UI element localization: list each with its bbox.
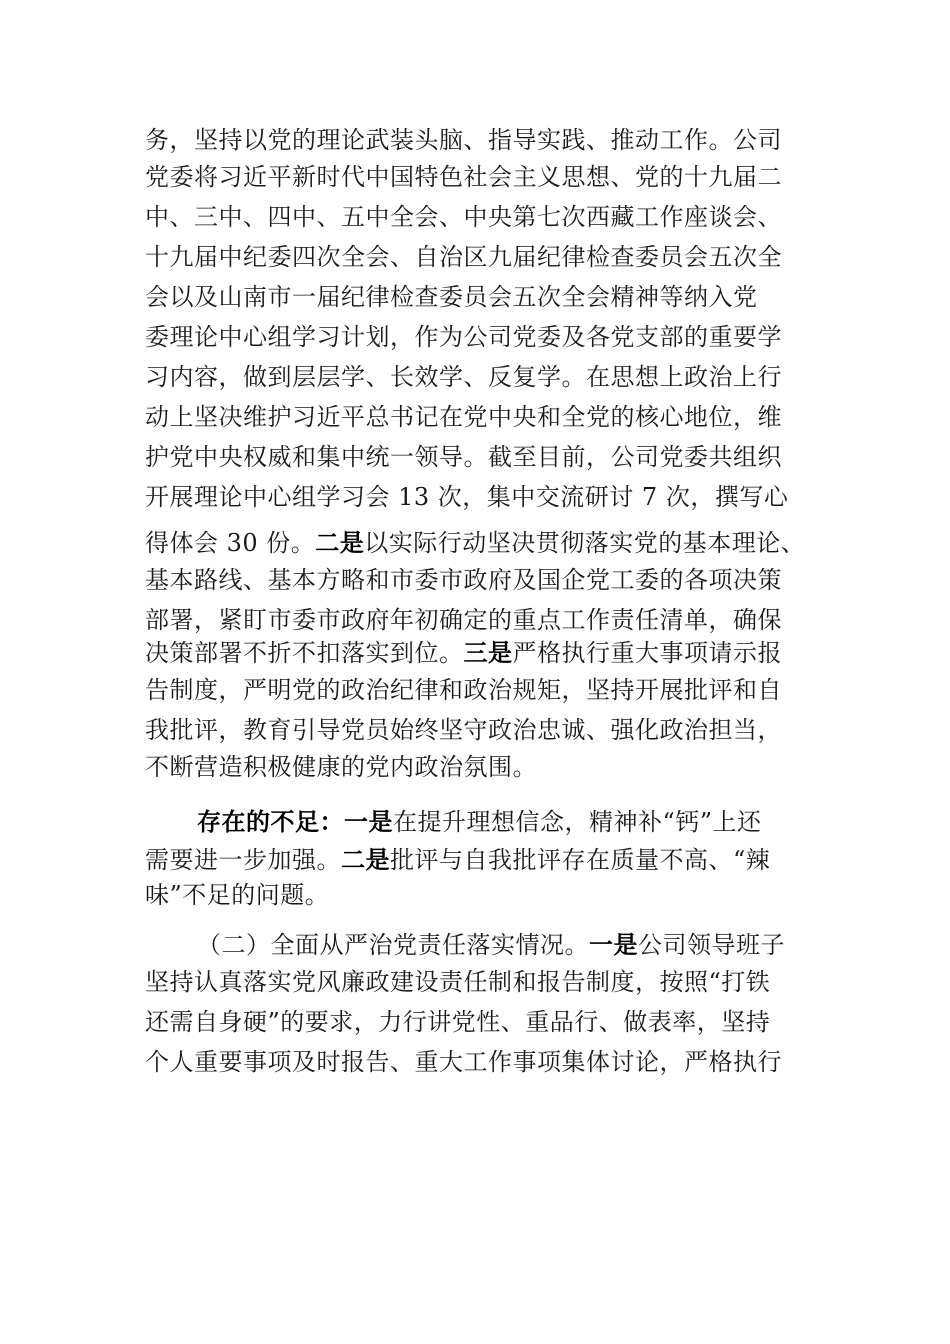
text-run: 严格执行重大事项请示报 xyxy=(512,639,782,667)
text-line xyxy=(145,402,825,432)
text-line xyxy=(145,1007,825,1037)
text-line xyxy=(145,845,825,875)
text-line xyxy=(145,605,825,635)
text-line xyxy=(145,162,825,192)
text-line xyxy=(145,242,825,272)
text-run: 批评与自我批评存在质量不高、“辣 xyxy=(390,846,771,874)
text-run: 十九届中纪委四次全会、自治区九届纪律检查委员会五次全 xyxy=(145,243,782,271)
text-run: 告制度，严明党的政治纪律和政治规矩，坚持开展批评和自 xyxy=(145,676,782,704)
bold-run: 存在的不足： xyxy=(197,808,344,836)
text-line xyxy=(145,322,825,352)
text-line xyxy=(145,675,825,705)
text-line xyxy=(197,930,877,960)
text-run: 我批评，教育引导党员始终坚守政治忠诚、强化政治担当， xyxy=(145,716,782,744)
text-run: 不断营造积极健康的党内政治氛围。 xyxy=(145,753,537,781)
text-line xyxy=(145,638,825,668)
text-run: 坚持认真落实党风廉政建设责任制和报告制度，按照“打铁 xyxy=(145,968,771,996)
text-line xyxy=(145,967,825,997)
text-run: 会以及山南市一届纪律检查委员会五次全会精神等纳入党 xyxy=(145,283,758,311)
text-line xyxy=(145,880,825,910)
text-run: 还需自身硬”的要求，力行讲党性、重品行、做表率，坚持 xyxy=(145,1008,771,1036)
text-run: 护党中央权威和集中统一领导。截至目前，公司党委共组织 xyxy=(145,443,782,471)
bold-run: 一是 xyxy=(344,808,393,836)
text-line xyxy=(145,715,825,745)
text-run: 公司领导班子 xyxy=(638,931,785,959)
text-run: 务，坚持以党的理论武装头脑、指导实践、推动工作。公司 xyxy=(145,126,782,154)
bold-run: 三是 xyxy=(463,639,513,667)
text-line xyxy=(145,125,825,155)
text-run: 基本路线、基本方略和市委市政府及国企党工委的各项决策 xyxy=(145,566,782,594)
text-line xyxy=(145,1047,825,1077)
text-run: （二）全面从严治党责任落实情况。 xyxy=(197,931,589,959)
text-line xyxy=(145,362,825,392)
text-run: 动上坚决维护习近平总书记在党中央和全党的核心地位，维 xyxy=(145,403,782,431)
text-run: 以实际行动坚决贯彻落实党的基本理论、 xyxy=(364,529,806,557)
text-line xyxy=(145,282,825,312)
text-line xyxy=(145,528,825,558)
text-line xyxy=(145,202,825,232)
text-run: 决策部署不折不扣落实到位。 xyxy=(145,639,464,667)
text-run: 个人重要事项及时报告、重大工作事项集体讨论，严格执行 xyxy=(145,1048,782,1076)
text-run: 党委将习近平新时代中国特色社会主义思想、党的十九届二 xyxy=(145,163,782,191)
bold-run: 二是 xyxy=(341,846,390,874)
text-run: 中、三中、四中、五中全会、中央第七次西藏工作座谈会、 xyxy=(145,203,782,231)
text-line xyxy=(145,565,825,595)
text-line xyxy=(145,482,825,512)
text-run: 部署，紧盯市委市政府年初确定的重点工作责任清单，确保 xyxy=(145,606,782,634)
text-run: 开展理论中心组学习会 13 次，集中交流研讨 7 次，撰写心 xyxy=(145,483,789,511)
text-run: 在提升理想信念，精神补“钙”上还 xyxy=(393,808,762,836)
bold-run: 一是 xyxy=(589,931,638,959)
text-line xyxy=(145,442,825,472)
bold-run: 二是 xyxy=(315,529,365,557)
text-run: 委理论中心组学习计划，作为公司党委及各党支部的重要学 xyxy=(145,323,782,351)
text-line xyxy=(145,752,825,782)
text-run: 习内容，做到层层学、长效学、反复学。在思想上政治上行 xyxy=(145,363,782,391)
text-run: 味”不足的问题。 xyxy=(145,881,330,909)
text-line xyxy=(197,807,877,837)
text-run: 需要进一步加强。 xyxy=(145,846,341,874)
text-run: 得体会 30 份。 xyxy=(145,529,316,557)
